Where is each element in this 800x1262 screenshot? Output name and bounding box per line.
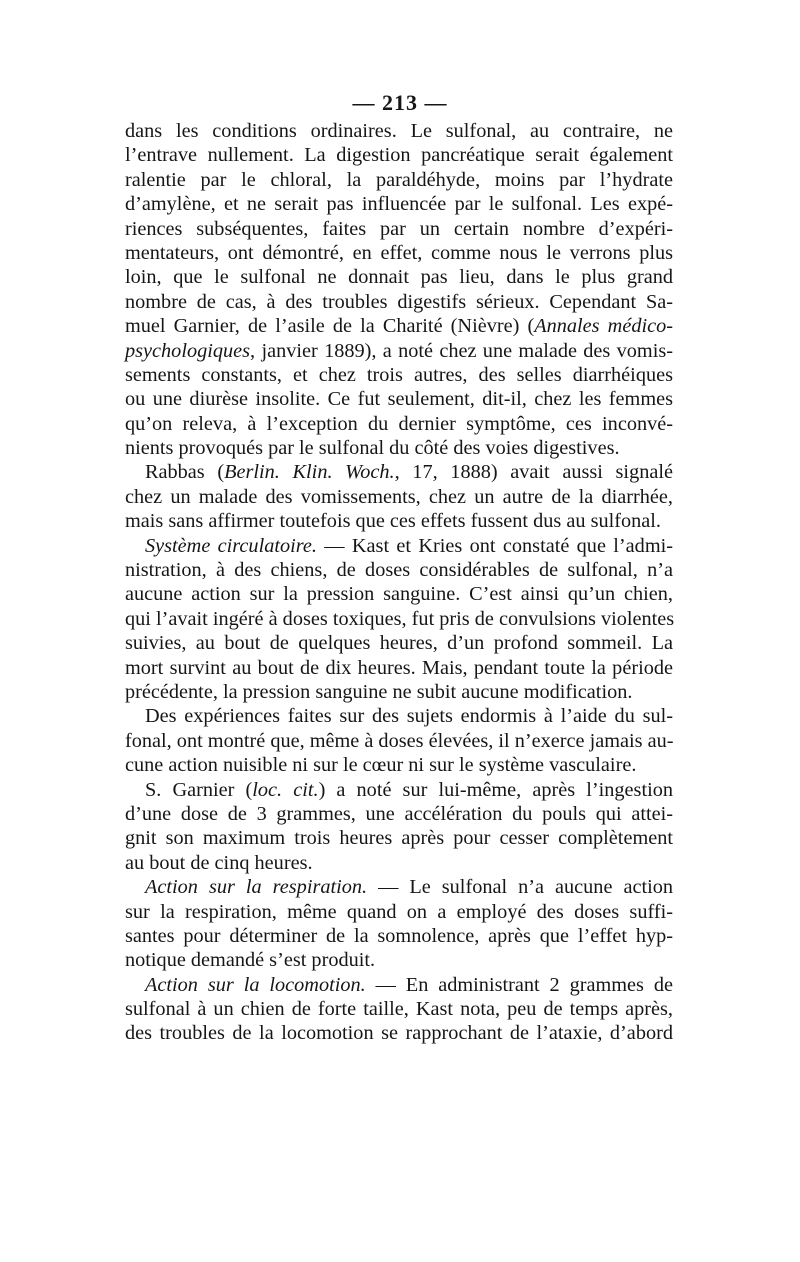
text-run: ) a noté sur lui-même, après l’ingestion	[318, 778, 673, 801]
text-line: sulfonal à un chien de forte taille, Kast nota, peu de temps après,	[125, 998, 673, 1021]
text-line	[125, 314, 673, 338]
body-text	[125, 119, 673, 1046]
text-line: mentateurs, ont démontré, en effet, comme nous le verrons plus	[125, 241, 673, 264]
text-line: d’une dose de 3 grammes, une accélération du pouls qui attei-	[125, 802, 673, 825]
text-line: Des expériences faites sur des sujets endormis à l’aide du sul-	[145, 705, 673, 728]
text-run: S. Garnier (	[145, 778, 253, 801]
text-line: qui l’avait ingéré à doses toxiques, fut pris de convulsions violentes	[125, 607, 675, 630]
text-line	[125, 534, 673, 558]
text-run: , janvier 1889), a noté chez une malade des vomis-	[250, 339, 673, 362]
text-line: l’entrave nullement. La digestion pancréatique serait également	[125, 144, 673, 167]
text-line	[125, 339, 673, 363]
text-line: qu’on releva, à l’exception du dernier symptôme, ces inconvé-	[125, 412, 673, 435]
text-line: suivies, au bout de quelques heures, d’un profond sommeil. La	[125, 632, 673, 655]
text-line: nients provoqués par le sulfonal du côté des voies digestives.	[125, 437, 620, 460]
text-line: loin, que le sulfonal ne donnait pas lieu, dans le plus grand	[125, 266, 673, 289]
text-line: ou une diurèse insolite. Ce fut seulement, dit-il, chez les femmes	[125, 388, 673, 411]
text-line: ralentie par le chloral, la paraldéhyde, moins par l’hydrate	[125, 168, 673, 191]
text-run: , 17, 1888) avait aussi signalé	[394, 461, 673, 484]
text-line: cune action nuisible ni sur le cœur ni sur le système vasculaire.	[125, 754, 637, 777]
italic-text: psychologiques	[125, 339, 251, 362]
text-line: nistration, à des chiens, de doses considérables de sulfonal, n’a	[125, 559, 673, 582]
text-line: gnit son maximum trois heures après pour cesser complètement	[125, 827, 673, 850]
text-line: notique demandé s’est produit.	[125, 949, 376, 972]
italic-text: loc. cit.	[252, 778, 319, 801]
text-line	[125, 973, 673, 997]
text-run: Rabbas (	[145, 461, 225, 484]
italic-text: Berlin. Klin. Woch.	[224, 461, 395, 484]
text-line: riences subséquentes, faites par un certain nombre d’expéri-	[125, 217, 673, 240]
text-line	[125, 460, 673, 484]
text-line: dans les conditions ordinaires. Le sulfonal, au contraire, ne	[125, 120, 673, 142]
text-line	[125, 875, 673, 899]
text-line: précédente, la pression sanguine ne subit aucune modification.	[125, 680, 633, 703]
italic-text: Action sur la respiration.	[145, 876, 368, 899]
italic-text: Annales médico-	[534, 315, 674, 338]
text-line: fonal, ont montré que, même à doses élevées, il n’exerce jamais au-	[125, 729, 674, 752]
text-line: sur la respiration, même quand on a employé des doses suffi-	[125, 900, 673, 923]
text-run: — Le sulfonal n’a aucune action	[367, 876, 673, 899]
text-line: au bout de cinq heures.	[125, 851, 313, 874]
italic-text: Action sur la locomotion.	[145, 973, 366, 996]
text-line	[125, 778, 673, 802]
text-line: chez un malade des vomissements, chez un autre de la diarrhée,	[125, 485, 673, 508]
text-line: mais sans affirmer toutefois que ces effets fussent dus au sulfonal.	[125, 510, 662, 533]
text-line: des troubles de la locomotion se rapprochant de l’ataxie, d’abord	[125, 1022, 673, 1045]
text-run: — En administrant 2 grammes de	[365, 973, 673, 996]
text-line: d’amylène, et ne serait pas influencée par le sulfonal. Les expé-	[125, 193, 673, 216]
text-run: — Kast et Kries ont constaté que l’admi-	[316, 534, 673, 557]
italic-text: Système circulatoire.	[145, 534, 317, 557]
text-line: aucune action sur la pression sanguine. C’est ainsi qu’un chien,	[125, 583, 673, 606]
text-line: santes pour déterminer de la somnolence, après que l’effet hyp-	[125, 924, 673, 947]
text-line: nombre de cas, à des troubles digestifs sérieux. Cependant Sa-	[125, 290, 673, 313]
text-line: mort survint au bout de dix heures. Mais, pendant toute la période	[125, 656, 673, 679]
text-run: muel Garnier, de l’asile de la Charité (Nièvre) (	[125, 315, 535, 338]
text-line: sements constants, et chez trois autres, des selles diarrhéiques	[125, 363, 673, 386]
page-number: — 213 —	[352, 90, 448, 115]
